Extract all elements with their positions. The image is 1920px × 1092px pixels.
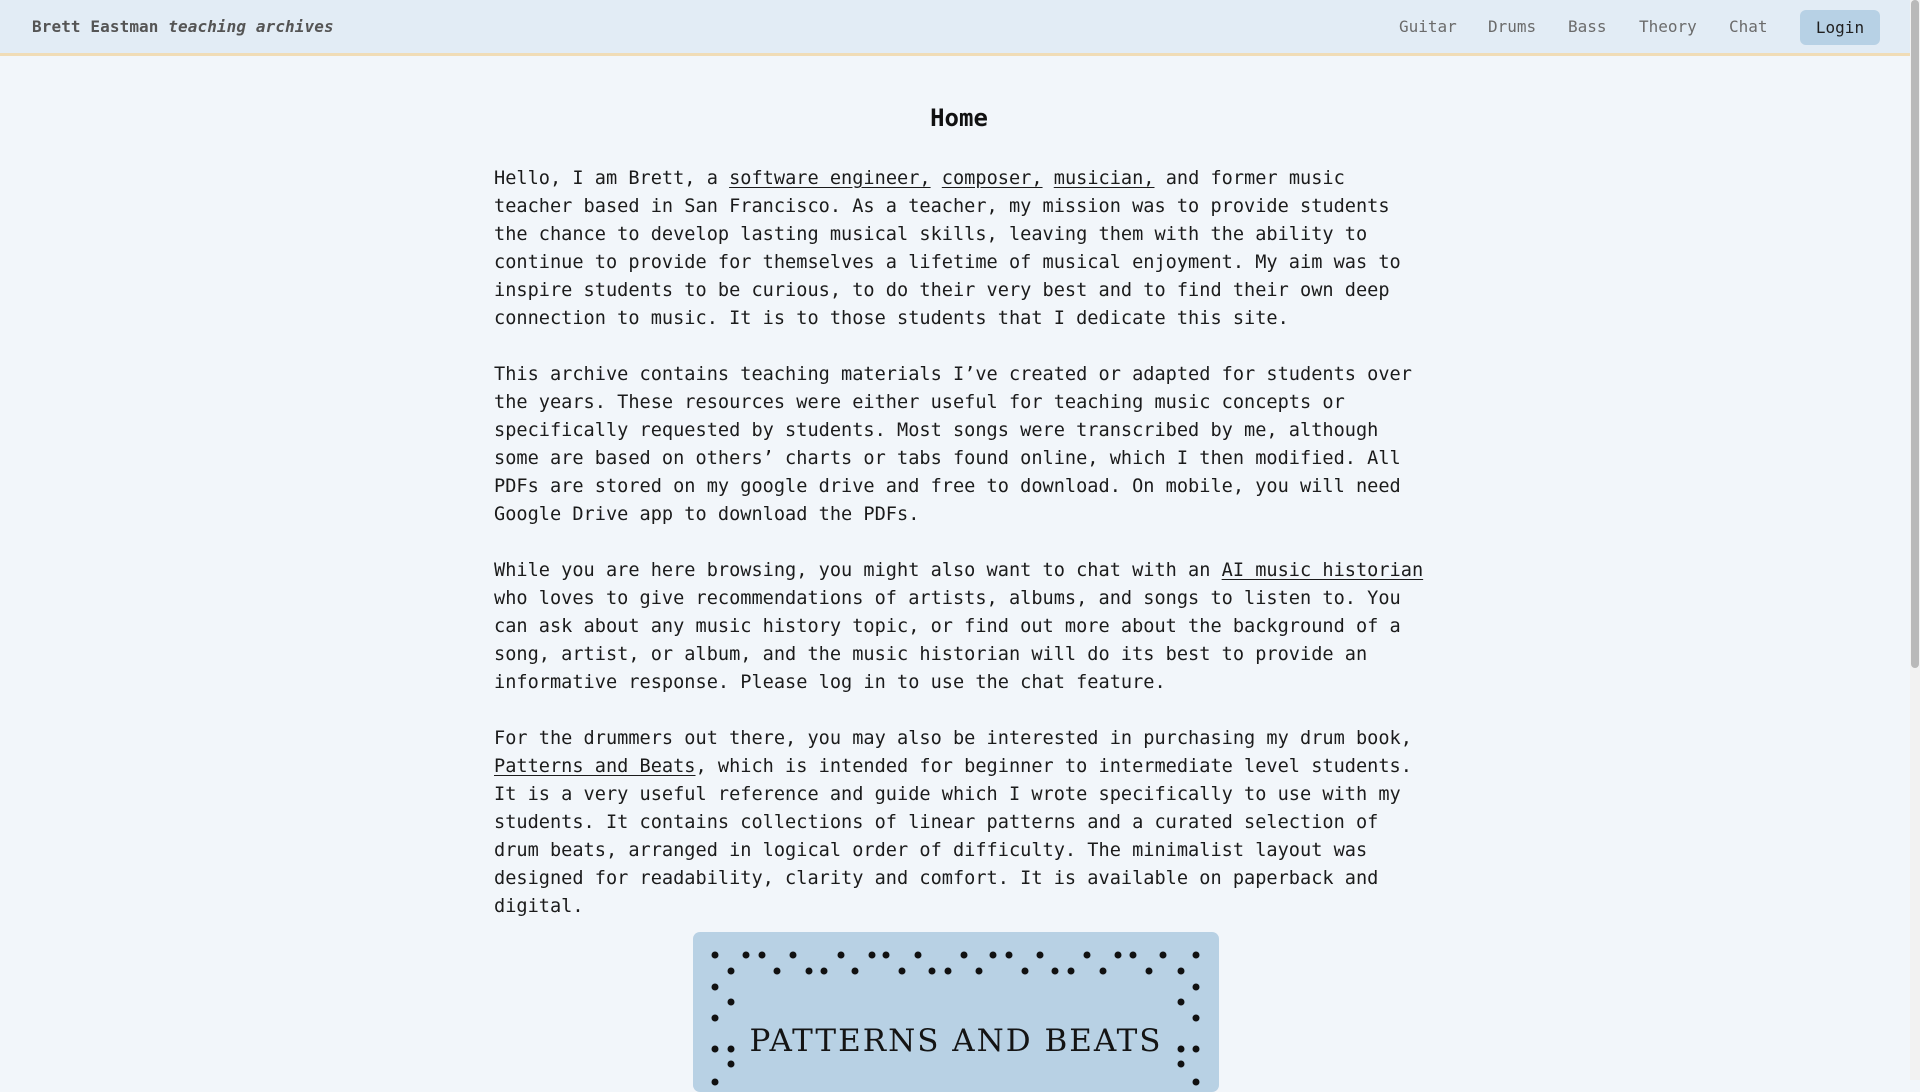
brand-tagline: teaching archives bbox=[168, 17, 334, 36]
book-cover-image[interactable] bbox=[693, 932, 1219, 1092]
brand-name: Brett Eastman bbox=[32, 17, 159, 36]
composer-link[interactable]: composer, bbox=[941, 168, 1043, 189]
cover-dot-border bbox=[693, 932, 1219, 1092]
intro-paragraph bbox=[494, 165, 1424, 333]
ai-music-historian-link[interactable]: AI music historian bbox=[1221, 560, 1424, 581]
musician-link[interactable]: musician, bbox=[1053, 168, 1155, 189]
archive-paragraph: This archive contains teaching materials I’ve created or adapted for students over the years. These resources were either useful for teaching music concepts or specifically requested by students. Most songs were transcribed by me, although some are based on others’ charts or tabs found online, which I then modified. All PDFs are stored on my google drive and free to download. On mobile, you will need Google Drive app to download the PDFs. bbox=[494, 364, 1412, 525]
intro-text: Hello, I am Brett, a bbox=[494, 168, 730, 189]
drum-book-intro-text: For the drummers out there, you may also be interested in purchasing my drum book, bbox=[494, 728, 1412, 749]
patterns-and-beats-link[interactable]: Patterns and Beats bbox=[494, 756, 696, 777]
nav-drums[interactable]: Drums bbox=[1488, 17, 1537, 36]
chat-rest-text: who loves to give recommendations of artists, albums, and songs to listen to. You can ask about any music history topic, or find out more about the background of a song, artist, or album, and the music historian will do its best to provide an informative response. Please log in to use the chat feature. bbox=[494, 588, 1401, 693]
login-button[interactable]: Login bbox=[1800, 10, 1880, 45]
nav-guitar[interactable]: Guitar bbox=[1399, 17, 1457, 36]
intro-rest-text: and former music teacher based in San Francisco. As a teacher, my mission was to provide students the chance to develop lasting musical skills, leaving them with the ability to continue to provide for themselves a lifetime of musical enjoyment. My aim was to inspire students to be curious, to do their very best and to find their own deep connection to music. It is to those students that I dedicate this site. bbox=[494, 168, 1401, 329]
nav-bass[interactable]: Bass bbox=[1568, 17, 1607, 36]
scrollbar-thumb[interactable] bbox=[1911, 0, 1919, 668]
drum-book-paragraph bbox=[494, 725, 1424, 921]
nav-theory[interactable]: Theory bbox=[1639, 17, 1697, 36]
software-engineer-link[interactable]: software engineer, bbox=[729, 168, 931, 189]
top-navbar bbox=[0, 0, 1910, 56]
cover-title: PATTERNS AND BEATS bbox=[749, 1023, 1163, 1059]
page-title: Home bbox=[930, 104, 988, 132]
site-brand[interactable] bbox=[32, 17, 334, 36]
drum-book-rest-text: , which is intended for beginner to intermediate level students. It is a very useful reference and guide which I wrote specifically to use with my students. It contains collections of linear patterns and a curated selection of drum beats, arranged in logical order of difficulty. The minimalist layout was designed for readability, clarity and comfort. It is available on paperback and digital. bbox=[494, 756, 1412, 917]
chat-paragraph bbox=[494, 557, 1424, 697]
chat-intro-text: While you are here browsing, you might also want to chat with an bbox=[494, 560, 1222, 581]
nav-chat[interactable]: Chat bbox=[1729, 17, 1768, 36]
main-content bbox=[494, 104, 1424, 949]
